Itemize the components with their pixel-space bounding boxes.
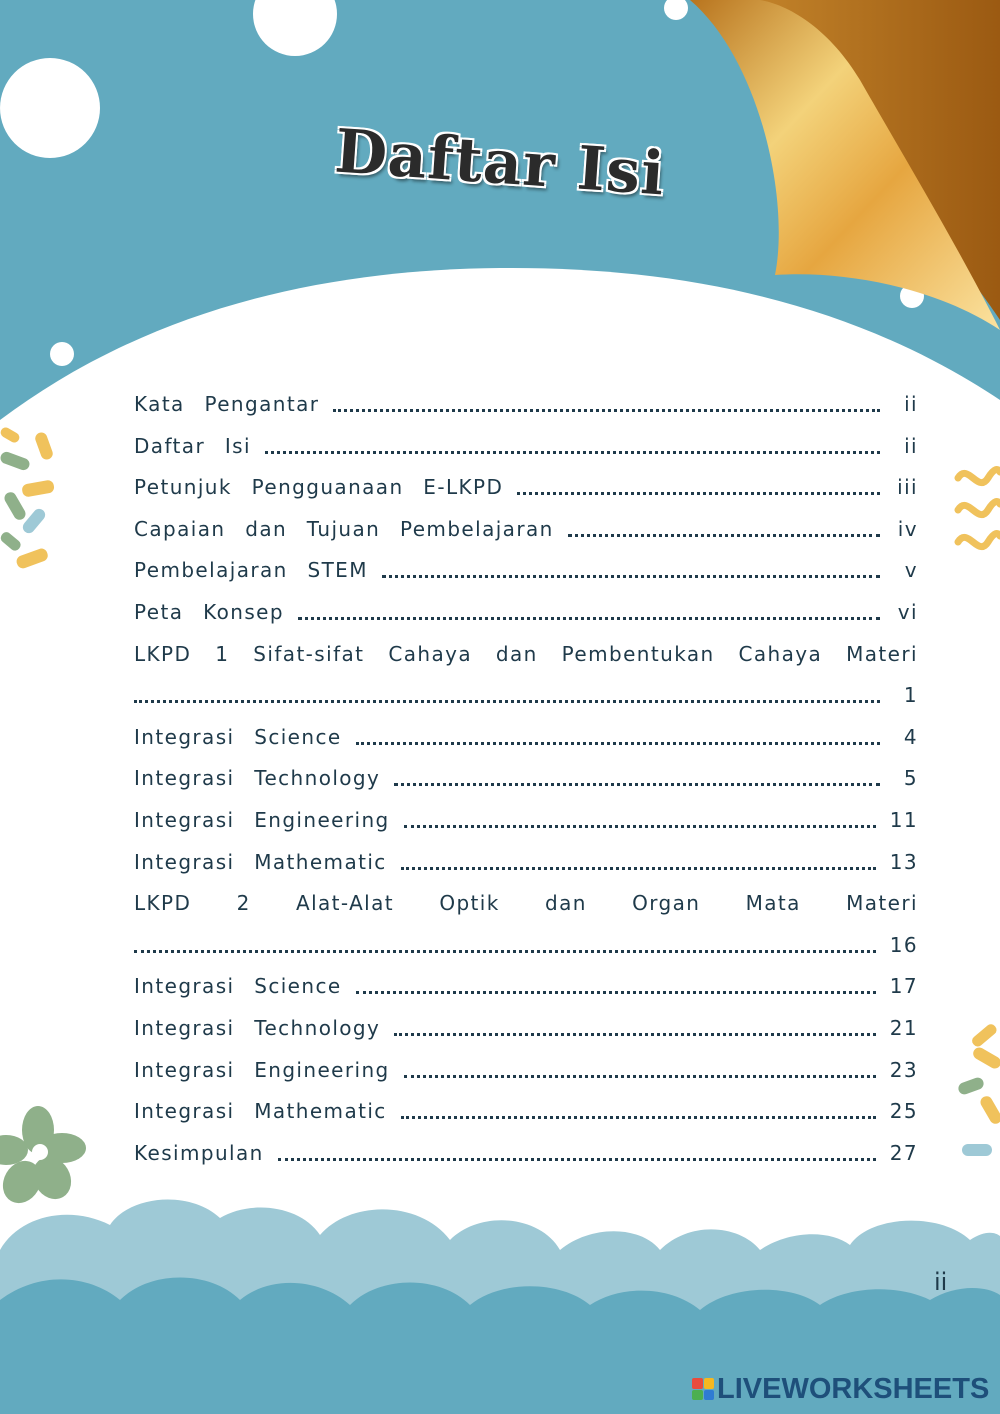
toc-word: Optik xyxy=(439,891,500,916)
toc-leader xyxy=(394,783,880,786)
toc-entry-label: Integrasi Mathematic xyxy=(134,1099,387,1124)
liveworksheets-logo-icon xyxy=(692,1378,714,1400)
toc-entry-continued[interactable] xyxy=(134,921,918,957)
toc-entry-page: 21 xyxy=(889,1016,918,1040)
toc-entry[interactable] xyxy=(134,380,918,416)
page-title: Daftar Isi xyxy=(332,116,668,210)
toc-entry[interactable] xyxy=(134,962,918,998)
toc-entry-label: Daftar Isi xyxy=(134,433,251,458)
toc-entry-page: 4 xyxy=(903,724,918,749)
toc-word: LKPD xyxy=(134,641,192,666)
toc-entry-label: Petunjuk Pengguanaan E-LKPD xyxy=(134,475,504,500)
toc-entry-page: 23 xyxy=(889,1057,918,1082)
toc-entry-page: 13 xyxy=(889,849,918,874)
toc-entry-page: 1 xyxy=(903,683,918,708)
toc-entry-page: vi xyxy=(897,600,918,624)
toc-word: Materi xyxy=(846,641,918,666)
liveworksheets-watermark[interactable] xyxy=(692,1374,989,1404)
toc-entry[interactable] xyxy=(134,1046,918,1082)
toc-entry-label: Peta Konsep xyxy=(134,600,284,624)
toc-leader xyxy=(517,492,880,495)
toc-entry-label xyxy=(134,642,918,666)
toc-entry-label: Kata Pengantar xyxy=(134,392,320,416)
toc-entry[interactable] xyxy=(134,1129,918,1165)
toc-entry-page: v xyxy=(904,558,918,583)
toc-leader xyxy=(404,1075,876,1078)
decor-circle xyxy=(664,0,688,20)
toc-entry-label: Integrasi Science xyxy=(134,724,342,749)
toc-entry[interactable] xyxy=(134,754,918,790)
toc-entry[interactable] xyxy=(134,422,918,458)
toc-leader xyxy=(265,451,880,454)
toc-word: 1 xyxy=(215,641,230,666)
toc-leader xyxy=(382,575,880,578)
watermark-text: LIVEWORKSHEETS xyxy=(717,1372,990,1405)
toc-entry-label: Integrasi Mathematic xyxy=(134,849,387,874)
toc-entry[interactable] xyxy=(134,505,918,541)
toc-entry-page: 5 xyxy=(903,766,918,791)
toc-entry-page: iv xyxy=(897,516,918,541)
toc-entry-label: Capaian dan Tujuan Pembelajaran xyxy=(134,516,554,541)
toc-word: Materi xyxy=(846,891,918,916)
toc-entry[interactable] xyxy=(134,630,918,666)
toc-leader xyxy=(134,700,880,703)
toc-entry-label xyxy=(134,891,918,915)
toc-word: Cahaya xyxy=(738,641,823,666)
toc-entry[interactable] xyxy=(134,588,918,624)
toc-entry-page: 27 xyxy=(889,1140,918,1165)
decor-circle xyxy=(0,58,100,158)
toc-entry-page: iii xyxy=(897,475,918,500)
toc-entry-label: Integrasi Technology xyxy=(134,1016,381,1040)
toc-entry-page: 11 xyxy=(889,808,918,832)
toc-word: Pembentukan xyxy=(561,641,715,666)
toc-leader xyxy=(568,534,880,537)
toc-word: Cahaya xyxy=(388,641,472,666)
toc-entry-continued[interactable] xyxy=(134,671,918,707)
toc-entry-label: Pembelajaran STEM xyxy=(134,558,368,583)
toc-leader xyxy=(134,950,876,953)
toc-leader xyxy=(278,1158,876,1161)
toc-entry-page: ii xyxy=(904,392,918,416)
toc-entry-label: Kesimpulan xyxy=(134,1140,264,1165)
toc-entry-page: ii xyxy=(904,433,918,458)
toc-entry[interactable] xyxy=(134,1087,918,1123)
toc-entry-label: Integrasi Technology xyxy=(134,766,381,791)
toc-entry[interactable] xyxy=(134,796,918,832)
toc-entry[interactable] xyxy=(134,546,918,582)
toc-word: dan xyxy=(495,641,538,666)
toc-leader xyxy=(298,617,880,620)
toc-leader xyxy=(401,1116,876,1119)
toc-entry[interactable] xyxy=(134,713,918,749)
toc-word: Mata xyxy=(745,891,801,916)
toc-entry[interactable] xyxy=(134,1004,918,1040)
toc-entry[interactable] xyxy=(134,463,918,499)
toc-word: 2 xyxy=(236,891,251,916)
toc-leader xyxy=(404,825,876,828)
decor-circle xyxy=(50,342,74,366)
toc-word: Sifat-sifat xyxy=(253,641,365,666)
toc-leader xyxy=(401,867,876,870)
toc-entry-page: 25 xyxy=(889,1099,918,1124)
toc-leader xyxy=(333,409,880,412)
toc-leader xyxy=(356,742,880,745)
toc-word: Organ xyxy=(632,891,701,916)
toc-entry-label: Integrasi Engineering xyxy=(134,808,390,832)
toc-entry-page: 17 xyxy=(889,974,918,999)
page-number: ii xyxy=(934,1268,948,1296)
decor-circle xyxy=(253,0,337,56)
toc-entry-label: Integrasi Engineering xyxy=(134,1057,390,1082)
toc-word: dan xyxy=(545,891,587,916)
toc-entry-label: Integrasi Science xyxy=(134,974,342,999)
toc-word: Alat-Alat xyxy=(295,891,395,916)
toc-word: LKPD xyxy=(134,891,192,916)
toc-leader xyxy=(356,991,876,994)
toc-leader xyxy=(394,1033,875,1036)
toc-entry[interactable] xyxy=(134,838,918,874)
toc-entry[interactable] xyxy=(134,879,918,915)
toc-entry-page: 16 xyxy=(889,932,918,957)
